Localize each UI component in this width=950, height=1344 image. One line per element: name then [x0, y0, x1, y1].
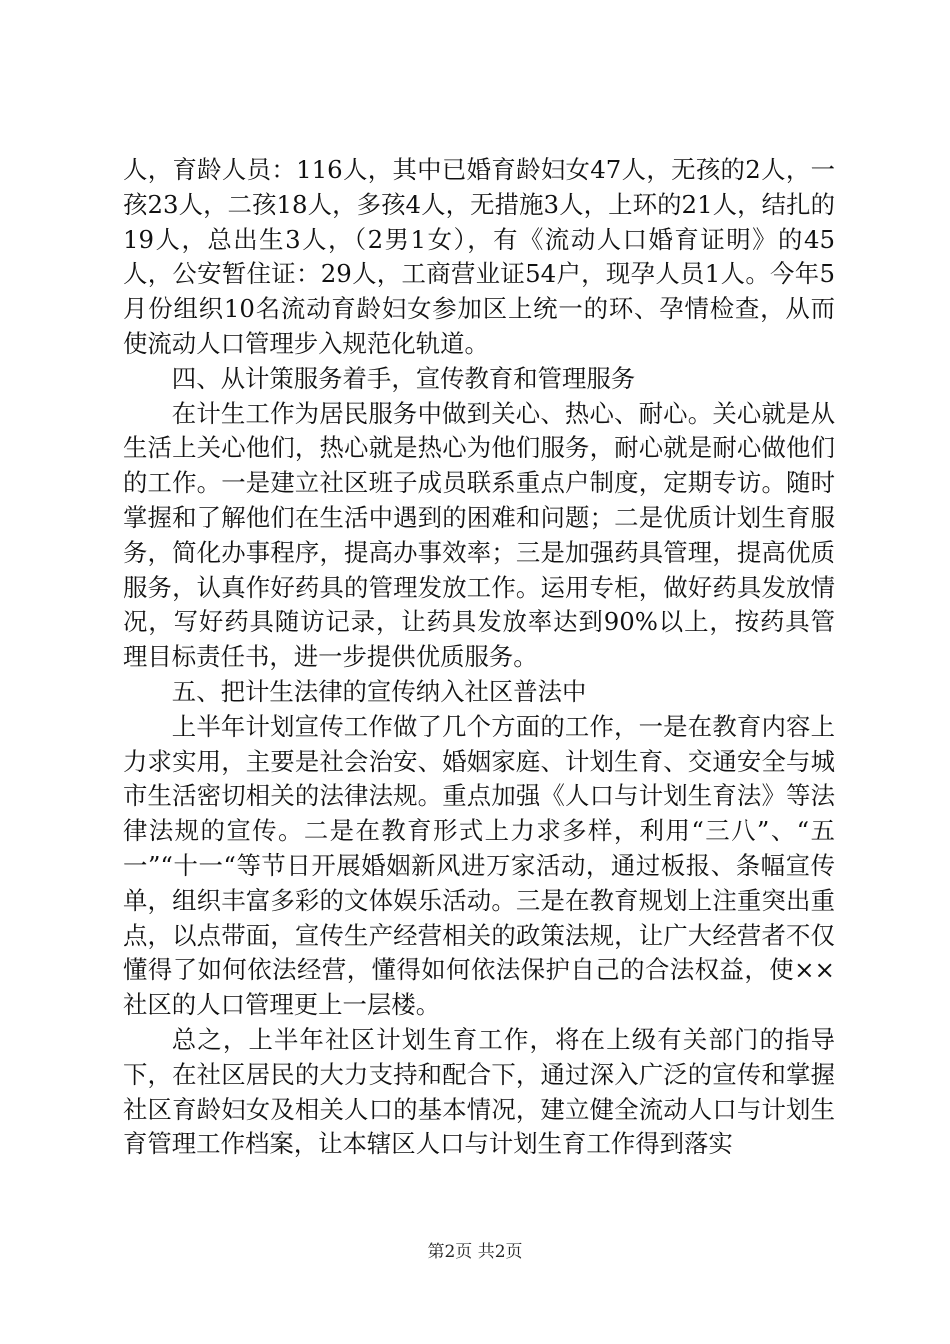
paragraph-summary: 总之，上半年社区计划生育工作，将在上级有关部门的指导下，在社区居民的大力支持和配合下，通过深入广泛的宣传和掌握社区育龄妇女及相关人口的基本情况，建立健全流动人口与计划生育管理工作档案，让本辖区人口与计划生育工作得到落实: [123, 1024, 835, 1159]
section-heading-five: 五、把计生法律的宣传纳入社区普法中: [171, 676, 587, 706]
document-body: [123, 153, 835, 1162]
section-heading-four: 四、从计策服务着手，宣传教育和管理服务: [171, 363, 636, 393]
paragraph-legal-publicity: 上半年计划宣传工作做了几个方面的工作，一是在教育内容上力求实用，主要是社会治安、婚姻家庭、计划生育、交通安全与城市生活密切相关的法律法规。重点加强《人口与计划生育法》等法律法规的宣传。二是在教育形式上力求多样，利用“三八”、“五一”“十一“等节日开展婚姻新风进万家活动，通过板报、条幅宣传单，组织丰富多彩的文体娱乐活动。三是在教育规划上注重突出重点，以点带面，宣传生产经营相关的政策法规，让广大经营者不仅懂得了如何依法经营，懂得如何依法保护自己的合法权益，使××社区的人口管理更上一层楼。: [123, 711, 835, 1020]
paragraph-continuation: 人，育龄人员：116人，其中已婚育龄妇女47人，无孩的2人，一孩23人，二孩18人，多孩4人，无措施3人，上环的21人，结扎的19人，总出生3人，（2男1女），有《流动人口婚育证明》的45人，公安暂住证：29人，工商营业证54户，现孕人员1人。今年5月份组织10名流动育龄妇女参加区上统一的环、孕情检查，从而使流动人口管理步入规范化轨道。: [123, 155, 835, 358]
page-number-label: 第2页 共2页: [427, 1242, 523, 1262]
page-footer: [0, 1241, 950, 1263]
paragraph-service: 在计生工作为居民服务中做到关心、热心、耐心。关心就是从生活上关心他们，热心就是热心为他们服务，耐心就是耐心做他们的工作。一是建立社区班子成员联系重点户制度，定期专访。随时掌握和了解他们在生活中遇到的困难和问题；二是优质计划生育服务，简化办事程序，提高办事效率；三是加强药具管理，提高优质服务，认真作好药具的管理发放工作。运用专柜，做好药具发放情况，写好药具随访记录，让药具发放率达到90%以上，按药具管理目标责任书，进一步提供优质服务。: [123, 398, 835, 672]
